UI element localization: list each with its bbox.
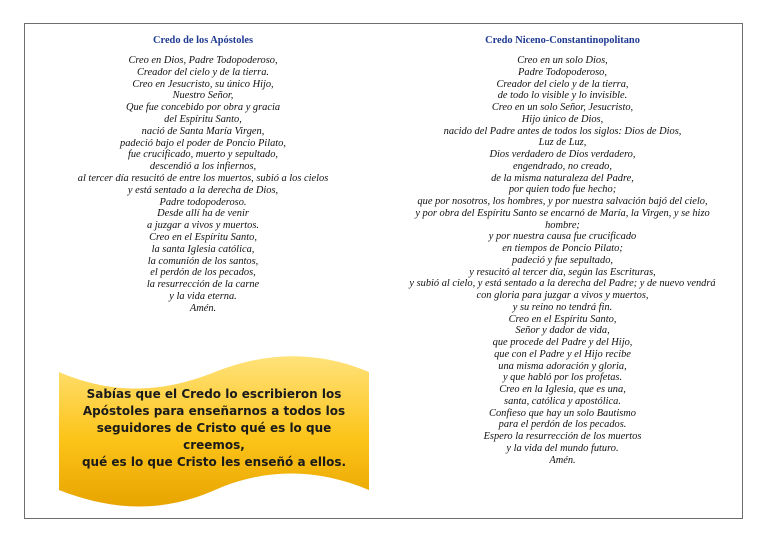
right-line: y por obra del Espíritu Santo se encarnó de María, la Virgen, y se hizo [415, 207, 710, 219]
right-line: y subió al cielo, y está sentado a la derecha del Padre; y de nuevo vendrá [409, 278, 716, 290]
left-line: la comunión de los santos, [147, 255, 259, 267]
right-line: que procede del Padre y del Hijo, [492, 337, 633, 348]
left-line: la resurrección de la carne [146, 279, 260, 291]
right-line: y la vida del mundo futuro. [506, 442, 619, 454]
left-line: del Espíritu Santo, [164, 113, 242, 125]
right-line: y resucitó al tercer día, según las Escrituras, [469, 266, 656, 278]
right-line: hombre; [545, 219, 580, 231]
left-line: a juzgar a vivos y muertos. [147, 220, 259, 232]
info-banner [55, 350, 373, 510]
left-line: Creo en Dios, Padre Todopoderoso, [128, 55, 278, 66]
nicene-creed-title: Credo Niceno-Constantinopolitano [485, 35, 640, 46]
left-line: Que fue concebido por obra y gracia [125, 102, 281, 114]
right-line: nacido del Padre antes de todos los siglos: Dios de Dios, [443, 125, 682, 137]
right-line: Creo en un solo Señor, Jesucristo, [491, 102, 634, 113]
right-line: padeció y fue sepultado, [512, 254, 613, 266]
left-line: Desde allí ha de venir [157, 208, 249, 220]
right-line: una misma adoración y gloria, [498, 360, 627, 372]
right-line: con gloria para juzgar a vivos y muertos, [476, 290, 649, 301]
right-line: Creador del cielo y de la tierra, [496, 78, 629, 90]
right-line: engendrado, no creado, [513, 160, 612, 172]
nicene-creed-text [381, 55, 744, 466]
right-line: en tiempos de Poncio Pilato; [502, 243, 623, 254]
left-line: y está sentado a la derecha de Dios, [127, 184, 279, 196]
left-line: Padre todopoderoso. [159, 196, 247, 208]
apostles-creed-title: Credo de los Apóstoles [153, 35, 253, 46]
right-line: de todo lo visible y lo invisible. [497, 90, 628, 102]
page-frame [24, 23, 743, 519]
right-line: y por nuestra causa fue crucificado [488, 231, 637, 243]
right-line: que con el Padre y el Hijo recibe [494, 348, 631, 360]
right-line: que por nosotros, los hombres, y por nuestra salvación bajó del cielo, [417, 196, 708, 207]
right-line: Amén. [549, 454, 576, 466]
left-line: fue crucificado, muerto y sepultado, [127, 149, 279, 161]
right-line: Dios verdadero de Dios verdadero, [489, 149, 636, 160]
right-line: Creo en la Iglesia, que es una, [499, 384, 626, 395]
right-line: Creo en el Espíritu Santo, [508, 313, 617, 325]
right-line: de la misma naturaleza del Padre, [491, 172, 634, 184]
right-line: para el perdón de los pecados. [498, 419, 627, 431]
right-line: y su reino no tendrá fin. [512, 301, 613, 313]
left-line: Creo en el Espíritu Santo, [149, 231, 257, 243]
banner-line: seguidores de Cristo qué es lo que creemos, [96, 421, 332, 452]
left-line: padeció bajo el poder de Poncio Pilato, [120, 137, 286, 149]
banner-line: Sabías que el Credo lo escribieron los [86, 387, 342, 401]
right-line: Creo en un solo Dios, [517, 55, 608, 66]
left-line: al tercer día resucitó de entre los muertos, subió a los cielos [77, 172, 329, 184]
right-line: y que habló por los profetas. [502, 372, 623, 384]
left-line: la santa Iglesia católica, [151, 243, 255, 255]
left-line: el perdón de los pecados, [150, 267, 256, 279]
apostles-creed-text [25, 55, 381, 315]
left-line: Nuestro Señor, [172, 90, 234, 102]
banner-line: qué es lo que Cristo les enseñó a ellos. [81, 455, 347, 469]
right-line: Padre Todopoderoso, [518, 66, 607, 78]
left-line: Creo en Jesucristo, su único Hijo, [132, 78, 274, 90]
right-line: Confieso que hay un solo Bautismo [489, 407, 636, 419]
nicene-creed-column [381, 34, 744, 466]
right-line: Hijo único de Dios, [521, 113, 604, 125]
right-line: Luz de Luz, [538, 137, 587, 149]
banner-line: Apóstoles para enseñarnos a todos los [82, 404, 346, 418]
right-line: por quien todo fue hecho; [508, 184, 617, 196]
right-line: santa, católica y apostólica. [504, 395, 621, 407]
left-line: nació de Santa María Virgen, [141, 125, 265, 137]
apostles-creed-column [25, 34, 381, 315]
right-line: Señor y dador de vida, [515, 325, 610, 337]
banner-text [69, 386, 359, 471]
left-line: Creador del cielo y de la tierra. [136, 66, 270, 78]
right-line: Espero la resurrección de los muertos [483, 431, 642, 442]
left-line: Amén. [189, 302, 217, 314]
left-line: descendió a los infiernos, [149, 161, 257, 173]
left-line: y la vida eterna. [169, 290, 237, 302]
